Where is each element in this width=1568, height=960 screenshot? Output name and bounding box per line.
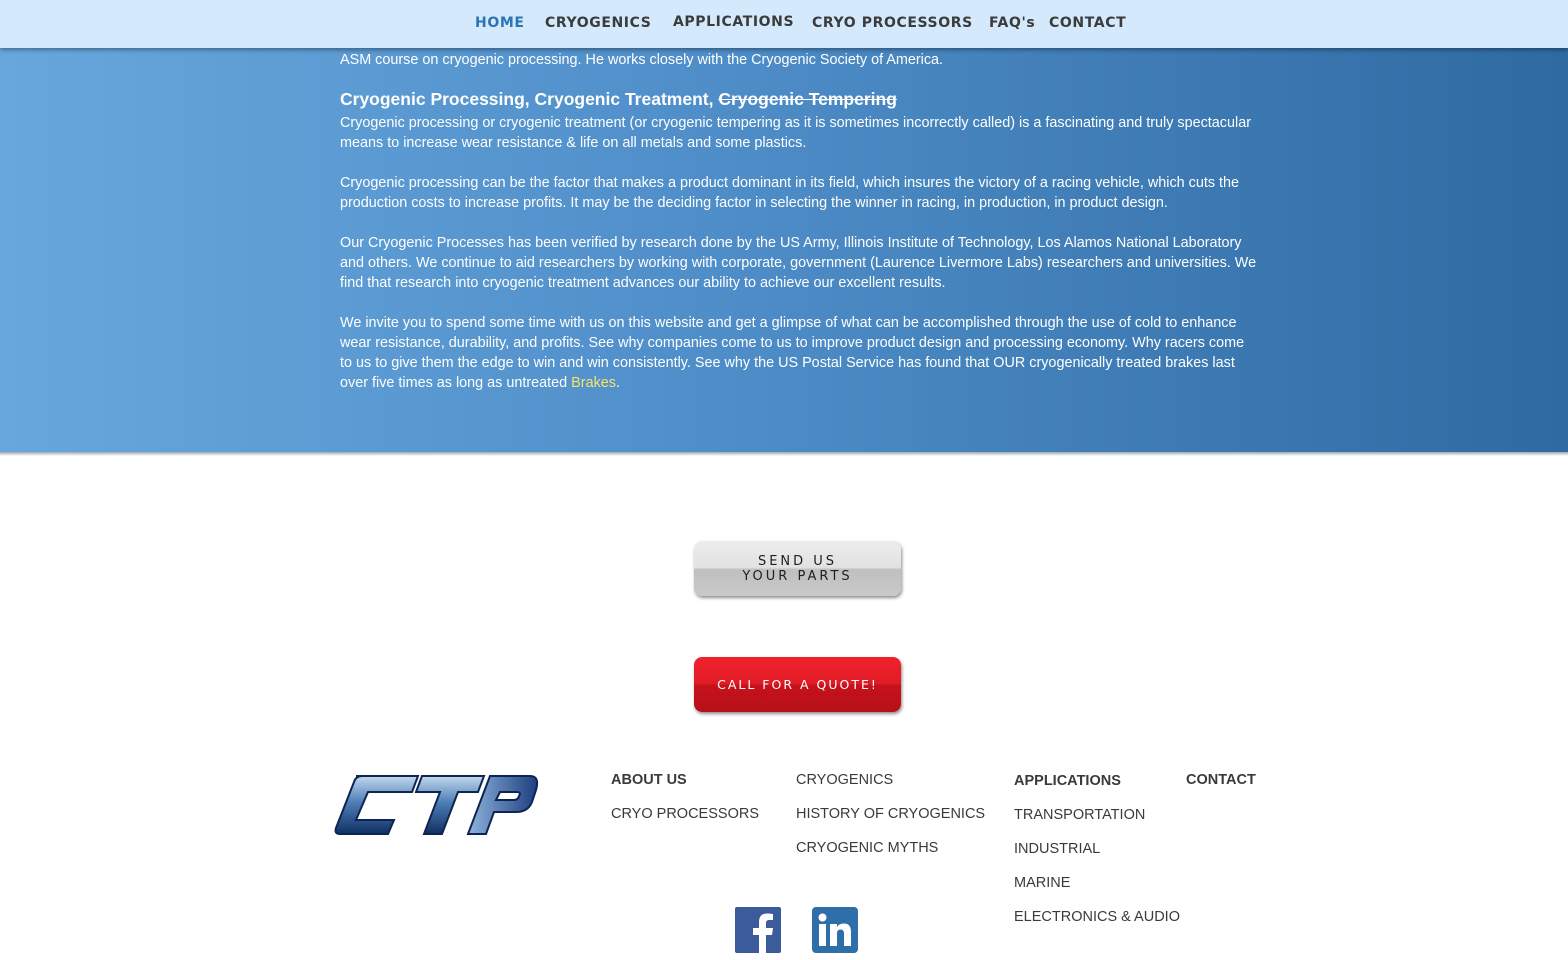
page-heading — [340, 89, 1260, 110]
footer-cryo-processors[interactable]: CRYO PROCESSORS — [611, 806, 759, 822]
heading-struck: Cryogenic Tempering — [718, 89, 897, 109]
nav-home[interactable]: HOME — [475, 15, 525, 31]
heading-main: Cryogenic Processing, Cryogenic Treatment, — [340, 89, 719, 109]
footer-industrial[interactable]: INDUSTRIAL — [1014, 841, 1101, 857]
intro-text: ASM course on cryogenic processing. He works closely with the Cryogenic Society of America. — [340, 52, 944, 68]
paragraph-text: Cryogenic processing or cryogenic treatment (or cryogenic tempering as it is sometimes incorrectly called) is a fascinating and truly spectacular means to increase wear resistance & life on all metals and some plastics. — [340, 115, 1251, 151]
quote-label: CALL FOR A QUOTE! — [717, 677, 878, 692]
paragraph-text — [340, 313, 1260, 393]
nav-applications[interactable]: APPLICATIONS — [673, 14, 795, 30]
facebook-icon[interactable] — [735, 907, 781, 953]
paragraph-1 — [340, 113, 1260, 153]
call-for-quote-button[interactable] — [694, 657, 901, 712]
footer-history-of-cryogenics[interactable]: HISTORY OF CRYOGENICS — [796, 806, 986, 822]
footer-transportation[interactable]: TRANSPORTATION — [1014, 807, 1146, 823]
paragraph-body: We invite you to spend some time with us on this website and get a glimpse of what can be accomplished through the use of cold to enhance wear resistance, durability, and profits. See why companies come to us to improve product design and processing economy. Why racers come to us to give them the edge to win and win consistently. See why the US Postal Service has found that OUR cryogenically treated brakes last over five times as long as untreated — [340, 315, 1245, 391]
send-us-your-parts-button[interactable] — [694, 541, 901, 596]
nav-faqs[interactable]: FAQ's — [989, 15, 1036, 31]
paragraph-tail: . — [615, 375, 620, 391]
paragraph-3 — [340, 233, 1260, 293]
footer-marine[interactable]: MARINE — [1014, 875, 1071, 891]
footer-electronics-audio[interactable]: ELECTRONICS & AUDIO — [1014, 909, 1180, 925]
nav-cryo-processors[interactable]: CRYO PROCESSORS — [812, 15, 973, 31]
nav-contact[interactable]: CONTACT — [1049, 15, 1127, 31]
ctp-logo[interactable] — [334, 772, 540, 838]
footer-cryogenics[interactable]: CRYOGENICS — [796, 772, 894, 788]
linkedin-icon[interactable] — [812, 907, 858, 953]
linkedin-icon-graphic — [812, 907, 858, 953]
footer-about-us[interactable]: ABOUT US — [611, 772, 687, 788]
send-line-2: YOUR PARTS — [742, 568, 853, 584]
facebook-icon-graphic — [735, 907, 781, 953]
hero-intro-line — [340, 50, 1260, 70]
paragraph-2 — [340, 173, 1260, 213]
ctp-logo-graphic — [334, 772, 540, 838]
footer-cryogenic-myths[interactable]: CRYOGENIC MYTHS — [796, 840, 939, 856]
paragraph-text: Our Cryogenic Processes has been verified by research done by the US Army, Illinois Institute of Technology, Los Alamos National Laboratory and others. We continue to aid researchers by working with corporate, government (Laurence Livermore Labs) researchers and universities. We find that research into cryogenic treatment advances our ability to achieve our excellent results. — [340, 235, 1257, 291]
send-line-1: SEND US — [757, 553, 838, 569]
top-navigation-bar — [0, 0, 1568, 48]
hero-shadow-divider — [0, 452, 1568, 456]
nav-cryogenics[interactable]: CRYOGENICS — [545, 15, 652, 31]
brakes-link[interactable]: Brakes — [571, 375, 616, 391]
paragraph-4 — [340, 313, 1260, 393]
paragraph-text: Cryogenic processing can be the factor that makes a product dominant in its field, which insures the victory of a racing vehicle, which cuts the production costs to increase profits. It may be the deciding factor in selecting the winner in racing, in production, in product design. — [340, 175, 1240, 211]
footer-contact[interactable]: CONTACT — [1186, 772, 1256, 788]
footer-applications[interactable]: APPLICATIONS — [1014, 773, 1121, 789]
